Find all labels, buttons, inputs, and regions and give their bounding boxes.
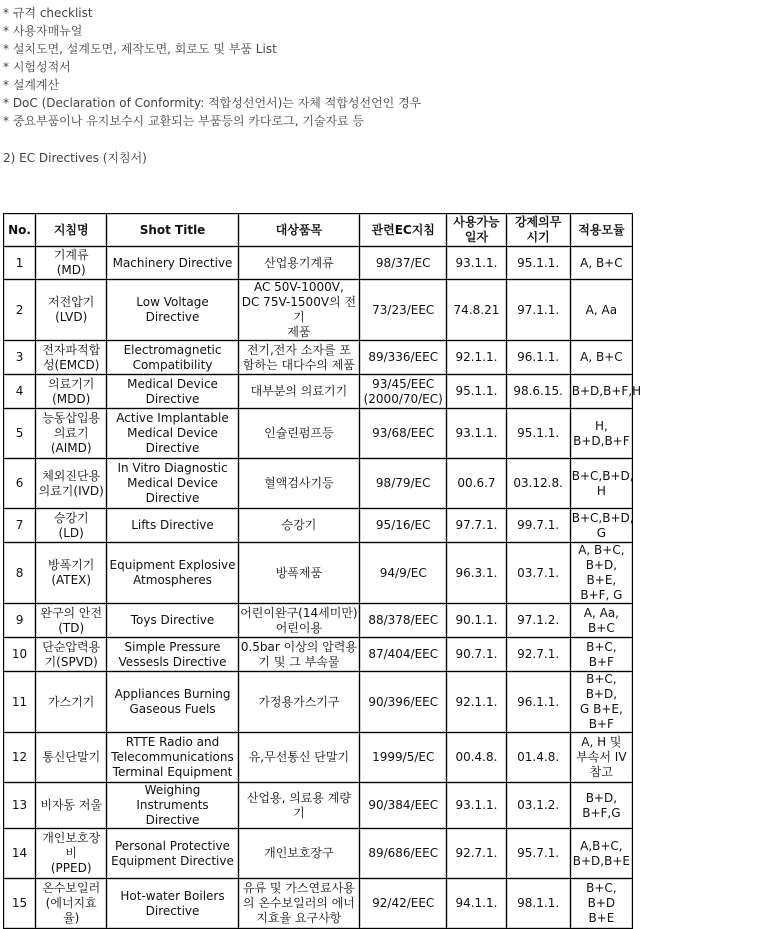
cell-directive-name: 승강기 (LD) bbox=[36, 509, 107, 543]
cell-no: 8 bbox=[4, 543, 36, 604]
cell-modules: B+D,B+F,H bbox=[570, 375, 632, 409]
table-header-row bbox=[4, 214, 633, 247]
cell-no: 12 bbox=[4, 733, 36, 783]
cell-available-date: 92.7.1. bbox=[447, 829, 506, 879]
cell-available-date: 90.1.1. bbox=[447, 604, 506, 638]
cell-target-products: 혈액검사기등 bbox=[238, 459, 359, 509]
cell-modules: B+D, B+F,G bbox=[570, 783, 632, 829]
header-mandatory-date: 강제의무 시기 bbox=[506, 214, 570, 247]
table-row bbox=[4, 733, 633, 783]
cell-mandatory-date: 96.1.1. bbox=[506, 672, 570, 733]
table-row bbox=[4, 375, 633, 409]
list-item: * 설계계산 bbox=[3, 78, 60, 92]
cell-no: 7 bbox=[4, 509, 36, 543]
table-row bbox=[4, 829, 633, 879]
list-item: * 중요부품이나 유지보수시 교환되는 부품등의 카다로그, 기술자료 등 bbox=[3, 114, 365, 128]
section-title: 2) EC Directives (지침서) bbox=[3, 151, 147, 165]
cell-available-date: 93.1.1. bbox=[447, 783, 506, 829]
cell-short-title: Hot-water Boilers Directive bbox=[107, 879, 238, 929]
cell-short-title: Weighing Instruments Directive bbox=[107, 783, 238, 829]
cell-target-products: 유,무선통신 단말기 bbox=[238, 733, 359, 783]
cell-directive-name: 능동삽입용 의료기 (AIMD) bbox=[36, 409, 107, 459]
cell-available-date: 90.7.1. bbox=[447, 638, 506, 672]
cell-no: 3 bbox=[4, 341, 36, 375]
cell-available-date: 74.8.21 bbox=[447, 280, 506, 341]
table-row bbox=[4, 879, 633, 929]
cell-available-date: 97.7.1. bbox=[447, 509, 506, 543]
cell-modules: A, B+C bbox=[570, 247, 632, 280]
cell-mandatory-date: 98.6.15. bbox=[506, 375, 570, 409]
cell-available-date: 96.3.1. bbox=[447, 543, 506, 604]
cell-target-products: 가정용가스기구 bbox=[238, 672, 359, 733]
cell-mandatory-date: 03.7.1. bbox=[506, 543, 570, 604]
cell-short-title: Simple Pressure Vessesls Directive bbox=[107, 638, 238, 672]
cell-mandatory-date: 01.4.8. bbox=[506, 733, 570, 783]
cell-directive-name: 온수보일러 (에너지효 율) bbox=[36, 879, 107, 929]
cell-directive-name: 체외진단용 의료기(IVD) bbox=[36, 459, 107, 509]
cell-ec-directive: 93/45/EEC (2000/70/EC) bbox=[360, 375, 447, 409]
cell-short-title: Active Implantable Medical Device Directive bbox=[107, 409, 238, 459]
cell-modules: A, B+C bbox=[570, 341, 632, 375]
list-item: * 사용자매뉴얼 bbox=[3, 24, 83, 38]
cell-target-products: 개인보호장구 bbox=[238, 829, 359, 879]
table-row bbox=[4, 509, 633, 543]
table-row bbox=[4, 280, 633, 341]
cell-modules: B+C,B+D, G bbox=[570, 509, 632, 543]
cell-ec-directive: 87/404/EEC bbox=[360, 638, 447, 672]
table-row bbox=[4, 672, 633, 733]
cell-modules: B+C, B+F bbox=[570, 638, 632, 672]
cell-available-date: 93.1.1. bbox=[447, 409, 506, 459]
cell-short-title: RTTE Radio and Telecommunications Terminal Equipment bbox=[107, 733, 238, 783]
cell-available-date: 93.1.1. bbox=[447, 247, 506, 280]
cell-modules: A, Aa, B+C bbox=[570, 604, 632, 638]
cell-short-title: Personal Protective Equipment Directive bbox=[107, 829, 238, 879]
cell-short-title: Lifts Directive bbox=[107, 509, 238, 543]
cell-no: 10 bbox=[4, 638, 36, 672]
list-item: * DoC (Declaration of Conformity: 적합성선언서)는 자체 적합성선언인 경우 bbox=[3, 96, 422, 110]
list-item: * 시험성적서 bbox=[3, 60, 71, 74]
cell-ec-directive: 73/23/EEC bbox=[360, 280, 447, 341]
table-row bbox=[4, 409, 633, 459]
cell-ec-directive: 95/16/EC bbox=[360, 509, 447, 543]
cell-mandatory-date: 97.1.1. bbox=[506, 280, 570, 341]
cell-ec-directive: 93/68/EEC bbox=[360, 409, 447, 459]
cell-short-title: In Vitro Diagnostic Medical Device Directive bbox=[107, 459, 238, 509]
cell-mandatory-date: 92.7.1. bbox=[506, 638, 570, 672]
cell-target-products: 대부분의 의료기기 bbox=[238, 375, 359, 409]
header-ec-directive: 관련EC지침 bbox=[360, 214, 447, 247]
cell-ec-directive: 1999/5/EC bbox=[360, 733, 447, 783]
cell-no: 6 bbox=[4, 459, 36, 509]
table-row bbox=[4, 459, 633, 509]
cell-ec-directive: 90/396/EEC bbox=[360, 672, 447, 733]
header-modules: 적용모듈 bbox=[570, 214, 632, 247]
cell-ec-directive: 92/42/EEC bbox=[360, 879, 447, 929]
cell-available-date: 95.1.1. bbox=[447, 375, 506, 409]
cell-target-products: AC 50V-1000V, DC 75V-1500V의 전기 제품 bbox=[238, 280, 359, 341]
cell-available-date: 92.1.1. bbox=[447, 672, 506, 733]
cell-modules: A, B+C, B+D, B+E, B+F, G bbox=[570, 543, 632, 604]
cell-short-title: Toys Directive bbox=[107, 604, 238, 638]
cell-mandatory-date: 97.1.2. bbox=[506, 604, 570, 638]
table-row bbox=[4, 783, 633, 829]
cell-directive-name: 전자파적합 성(EMCD) bbox=[36, 341, 107, 375]
cell-no: 5 bbox=[4, 409, 36, 459]
cell-target-products: 방폭제품 bbox=[238, 543, 359, 604]
cell-modules: B+C, B+D B+E bbox=[570, 879, 632, 929]
cell-target-products: 인슐린펌프등 bbox=[238, 409, 359, 459]
cell-mandatory-date: 95.1.1. bbox=[506, 247, 570, 280]
cell-target-products: 유류 및 가스연료사용 의 온수보일러의 에너 지효율 요구사항 bbox=[238, 879, 359, 929]
cell-ec-directive: 89/686/EEC bbox=[360, 829, 447, 879]
cell-ec-directive: 98/37/EC bbox=[360, 247, 447, 280]
cell-no: 15 bbox=[4, 879, 36, 929]
table-row bbox=[4, 638, 633, 672]
header-target-products: 대상품목 bbox=[238, 214, 359, 247]
cell-no: 11 bbox=[4, 672, 36, 733]
cell-no: 13 bbox=[4, 783, 36, 829]
cell-ec-directive: 88/378/EEC bbox=[360, 604, 447, 638]
cell-target-products: 어린이완구(14세미만) 어린이용 bbox=[238, 604, 359, 638]
table-row bbox=[4, 604, 633, 638]
list-item: * 규격 checklist bbox=[3, 6, 93, 20]
cell-target-products: 승강기 bbox=[238, 509, 359, 543]
cell-modules: A, Aa bbox=[570, 280, 632, 341]
cell-directive-name: 완구의 안전 (TD) bbox=[36, 604, 107, 638]
cell-no: 2 bbox=[4, 280, 36, 341]
table-row bbox=[4, 543, 633, 604]
cell-no: 14 bbox=[4, 829, 36, 879]
cell-short-title: Medical Device Directive bbox=[107, 375, 238, 409]
cell-ec-directive: 89/336/EEC bbox=[360, 341, 447, 375]
cell-directive-name: 기계류 (MD) bbox=[36, 247, 107, 280]
cell-short-title: Equipment Explosive Atmospheres bbox=[107, 543, 238, 604]
header-directive-name: 지침명 bbox=[36, 214, 107, 247]
header-available-date: 사용가능 일자 bbox=[447, 214, 506, 247]
cell-short-title: Electromagnetic Compatibility bbox=[107, 341, 238, 375]
cell-modules: H, B+D,B+F bbox=[570, 409, 632, 459]
cell-modules: A, H 및 부속서 IV 참고 bbox=[570, 733, 632, 783]
header-no: No. bbox=[4, 214, 36, 247]
cell-mandatory-date: 96.1.1. bbox=[506, 341, 570, 375]
table-row bbox=[4, 247, 633, 280]
cell-target-products: 전기,전자 소자를 포 함하는 대다수의 제품 bbox=[238, 341, 359, 375]
cell-mandatory-date: 03.12.8. bbox=[506, 459, 570, 509]
cell-mandatory-date: 03.1.2. bbox=[506, 783, 570, 829]
cell-directive-name: 방폭기기 (ATEX) bbox=[36, 543, 107, 604]
cell-modules: A,B+C, B+D,B+E bbox=[570, 829, 632, 879]
cell-directive-name: 저전압기 (LVD) bbox=[36, 280, 107, 341]
cell-ec-directive: 98/79/EC bbox=[360, 459, 447, 509]
ec-directives-table bbox=[3, 213, 642, 929]
cell-directive-name: 개인보호장 비 (PPED) bbox=[36, 829, 107, 879]
list-item: * 설치도면, 설계도면, 제작도면, 회로도 및 부품 List bbox=[3, 42, 277, 56]
cell-short-title: Low Voltage Directive bbox=[107, 280, 238, 341]
cell-no: 1 bbox=[4, 247, 36, 280]
cell-no: 9 bbox=[4, 604, 36, 638]
cell-mandatory-date: 98.1.1. bbox=[506, 879, 570, 929]
cell-directive-name: 단순압력용 기(SPVD) bbox=[36, 638, 107, 672]
cell-directive-name: 가스기기 bbox=[36, 672, 107, 733]
cell-available-date: 00.6.7 bbox=[447, 459, 506, 509]
cell-no: 4 bbox=[4, 375, 36, 409]
cell-short-title: Machinery Directive bbox=[107, 247, 238, 280]
requirements-list bbox=[3, 4, 421, 130]
cell-modules: B+C, B+D, G B+E, B+F bbox=[570, 672, 632, 733]
cell-available-date: 94.1.1. bbox=[447, 879, 506, 929]
cell-target-products: 산업용, 의료용 계량 기 bbox=[238, 783, 359, 829]
cell-mandatory-date: 95.1.1. bbox=[506, 409, 570, 459]
cell-target-products: 0.5bar 이상의 압력용 기 및 그 부속물 bbox=[238, 638, 359, 672]
cell-ec-directive: 90/384/EEC bbox=[360, 783, 447, 829]
cell-modules: B+C,B+D, H bbox=[570, 459, 632, 509]
cell-ec-directive: 94/9/EC bbox=[360, 543, 447, 604]
cell-mandatory-date: 95.7.1. bbox=[506, 829, 570, 879]
table-row bbox=[4, 341, 633, 375]
header-short-title: Shot Title bbox=[107, 214, 238, 247]
cell-available-date: 00.4.8. bbox=[447, 733, 506, 783]
cell-directive-name: 비자동 저울 bbox=[36, 783, 107, 829]
cell-directive-name: 의료기기 (MDD) bbox=[36, 375, 107, 409]
cell-available-date: 92.1.1. bbox=[447, 341, 506, 375]
cell-short-title: Appliances Burning Gaseous Fuels bbox=[107, 672, 238, 733]
cell-target-products: 산업용기계류 bbox=[238, 247, 359, 280]
cell-mandatory-date: 99.7.1. bbox=[506, 509, 570, 543]
cell-directive-name: 통신단말기 bbox=[36, 733, 107, 783]
